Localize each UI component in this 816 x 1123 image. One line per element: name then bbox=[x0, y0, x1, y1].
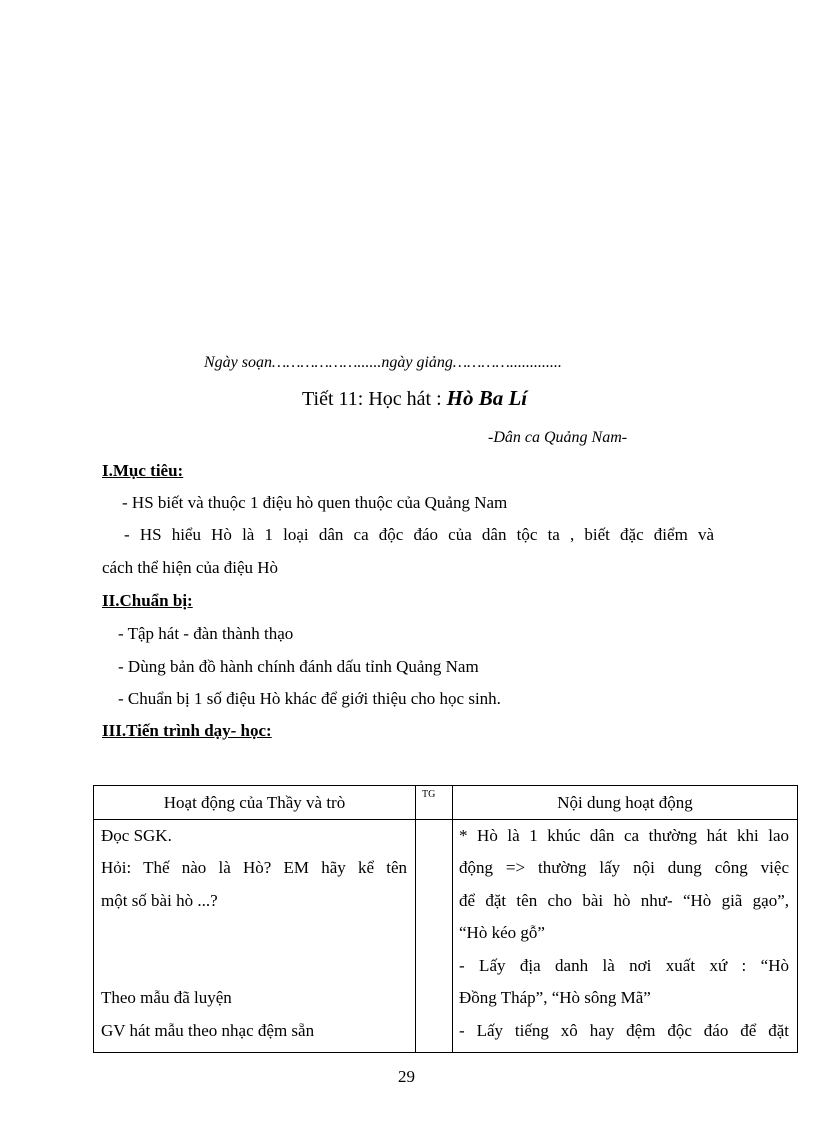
header-time: TG bbox=[416, 786, 453, 820]
objectives-heading: I.Mục tiêu: bbox=[102, 461, 184, 480]
activity-table bbox=[93, 785, 798, 1053]
time-cell bbox=[416, 820, 453, 1053]
teacher-line: Hỏi: Thế nào là Hò? EM hãy kể tên bbox=[101, 858, 407, 877]
content-line: - Lấy tiếng xô hay đệm độc đáo để đặt bbox=[459, 1021, 789, 1040]
preparation-item: - Tập hát - đàn thành thạo bbox=[118, 624, 294, 643]
content-line: Đồng Tháp”, “Hò sông Mã” bbox=[459, 988, 651, 1007]
process-heading: III.Tiến trình dạy- học: bbox=[102, 721, 272, 740]
teacher-line: một số bài hò ...? bbox=[101, 891, 218, 910]
table-header-row bbox=[94, 786, 798, 820]
lesson-label: Tiết 11: Học hát : bbox=[302, 388, 447, 410]
table-row bbox=[94, 820, 798, 1053]
content-cell bbox=[453, 820, 798, 1053]
content-line: - Lấy địa danh là nơi xuất xứ : “Hò bbox=[459, 956, 789, 975]
song-title: Hò Ba Lí bbox=[446, 386, 528, 410]
header-teacher-activity: Hoạt động của Thầy và trò bbox=[94, 786, 416, 820]
song-origin: -Dân ca Quảng Nam- bbox=[488, 429, 628, 446]
page-number: 29 bbox=[398, 1067, 415, 1086]
objective-item: - HS hiểu Hò là 1 loại dân ca độc đáo của dân tộc ta , biết đặc điểm và bbox=[124, 525, 714, 544]
content-line: động => thường lấy nội dung công việc bbox=[459, 858, 789, 877]
preparation-item: - Dùng bản đồ hành chính đánh dấu tỉnh Quảng Nam bbox=[118, 657, 479, 676]
date-line: Ngày soạn………………......ngày giảng…………............. bbox=[204, 354, 562, 371]
preparation-item: - Chuẩn bị 1 số điệu Hò khác để giới thiệu cho học sinh. bbox=[118, 689, 501, 708]
teacher-line: Theo mẫu đã luyện bbox=[101, 988, 232, 1007]
content-line: * Hò là 1 khúc dân ca thường hát khi lao bbox=[459, 826, 789, 845]
teacher-line: GV hát mẫu theo nhạc đệm sẵn bbox=[101, 1021, 315, 1040]
content-line: để đặt tên cho bài hò như- “Hò giã gạo”, bbox=[459, 891, 789, 910]
teacher-activity-cell bbox=[94, 820, 416, 1053]
objective-item: cách thể hiện của điệu Hò bbox=[102, 558, 279, 577]
content-line: “Hò kéo gỗ” bbox=[459, 923, 545, 942]
header-content: Nội dung hoạt động bbox=[453, 786, 798, 820]
objective-item: - HS biết và thuộc 1 điệu hò quen thuộc của Quảng Nam bbox=[122, 493, 508, 512]
teacher-line: Đọc SGK. bbox=[101, 826, 172, 845]
lesson-title bbox=[302, 386, 527, 411]
preparation-heading: II.Chuẩn bị: bbox=[102, 591, 193, 610]
